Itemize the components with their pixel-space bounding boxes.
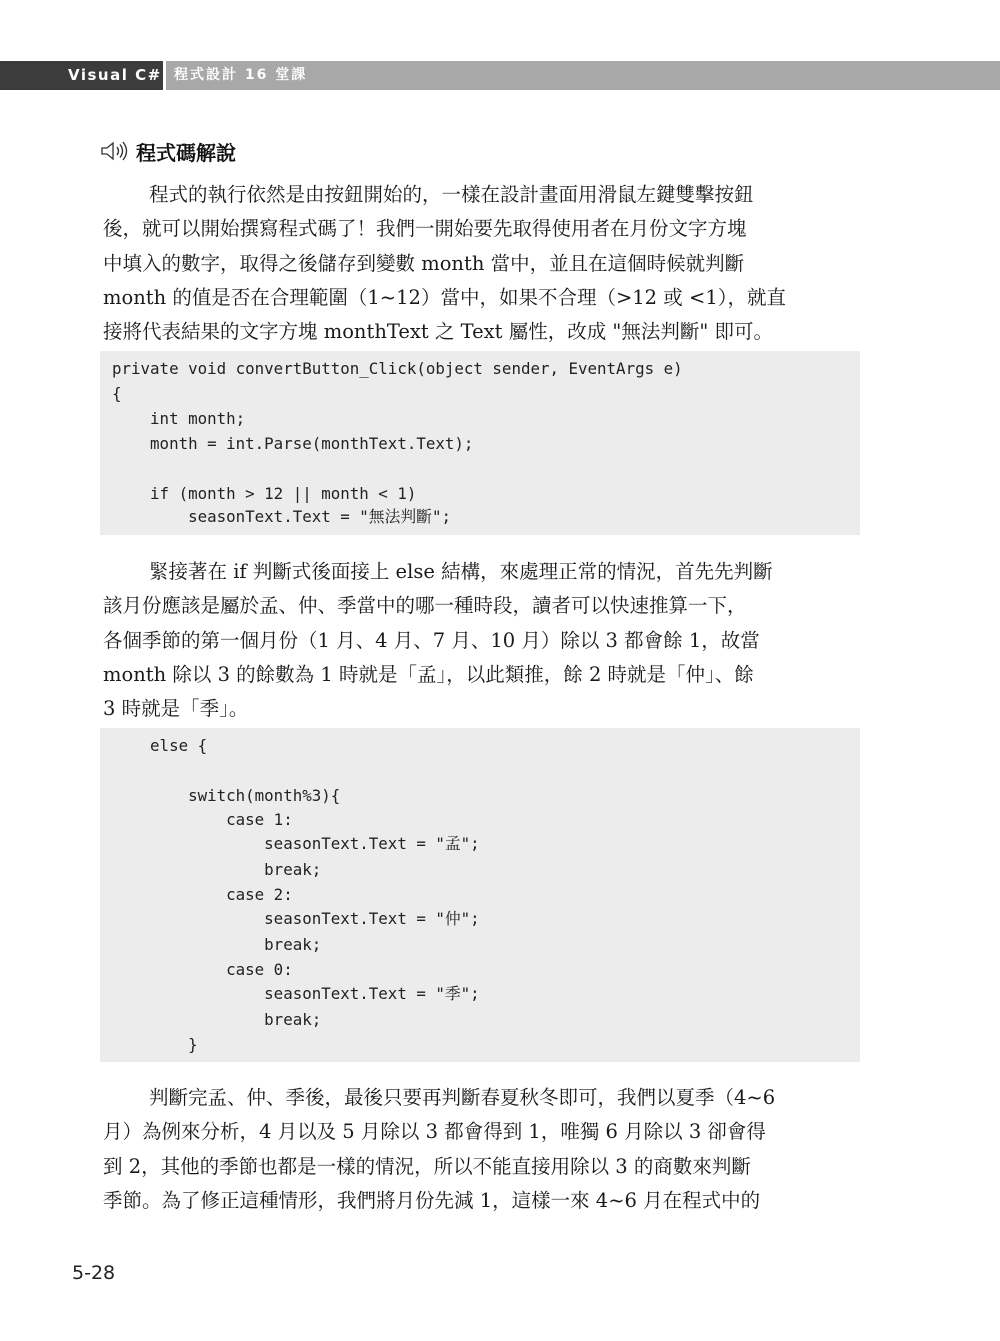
text-line: 該月份應該是屬於孟、仲、季當中的哪一種時段，讀者可以快速推算一下， [103, 594, 747, 618]
code-line: if (month > 12 || month < 1) [112, 484, 417, 503]
text-line: 判斷完孟、仲、季後，最後只要再判斷春夏秋冬即可，我們以夏季（4~6 [149, 1086, 776, 1109]
text-line: 緊接著在 if 判斷式後面接上 else 結構，來處理正常的情況，首先先判斷 [149, 560, 773, 583]
code-line: case 1: [112, 810, 293, 829]
code-line: private void convertButton_Click(object sender, EventArgs e) [112, 359, 683, 378]
text-line: 到 2，其他的季節也都是一樣的情況，所以不能直接用除以 3 的商數來判斷 [103, 1154, 751, 1178]
code-line: int month; [112, 409, 246, 428]
paragraph-season-explanation [103, 1081, 857, 1218]
code-line: switch(month%3){ [112, 786, 341, 805]
book-title: Visual C# [68, 66, 162, 84]
text-line: 月）為例來分析，4 月以及 5 月除以 3 都會得到 1，唯獨 6 月除以 3 卻會得 [103, 1120, 766, 1144]
page-number: 5-28 [72, 1262, 116, 1284]
text-line: 各個季節的第一個月份（1 月、4 月、7 月、10 月）除以 3 都會餘 1，故當 [103, 628, 760, 652]
paragraph-else-explanation [103, 555, 857, 726]
text-line: 接將代表結果的文字方塊 monthText 之 Text 屬性，改成 "無法判斷" 即可。 [103, 320, 774, 344]
text-line: 後，就可以開始撰寫程式碼了！我們一開始要先取得使用者在月份文字方塊 [103, 217, 747, 241]
header-book-block [0, 61, 163, 90]
section-title: 程式碼解說 [136, 140, 236, 165]
code-line: seasonText.Text = "孟"; [112, 834, 480, 853]
code-block-click-handler [100, 351, 860, 535]
code-line: break; [112, 860, 322, 879]
text-line: month 的值是否在合理範圍（1~12）當中，如果不合理（>12 或 <1），就直 [103, 285, 786, 309]
text-line: 3 時就是「季」。 [103, 697, 249, 721]
header-divider [163, 61, 166, 90]
section-heading [100, 136, 236, 166]
text-line: 季節。為了修正這種情形，我們將月份先減 1，這樣一來 4~6 月在程式中的 [103, 1188, 761, 1212]
code-block-switch [100, 728, 860, 1062]
text-line: month 除以 3 的餘數為 1 時就是「孟」，以此類推，餘 2 時就是「仲」、餘 [103, 662, 754, 686]
code-line: seasonText.Text = "仲"; [112, 909, 480, 928]
text-line: 程式的執行依然是由按鈕開始的，一樣在設計畫面用滑鼠左鍵雙擊按鈕 [149, 183, 754, 206]
speaker-icon [100, 140, 130, 162]
paragraph-intro [103, 178, 857, 349]
code-line: } [112, 1035, 198, 1054]
code-line: break; [112, 935, 322, 954]
code-line: case 2: [112, 885, 293, 904]
code-line: seasonText.Text = "季"; [112, 984, 480, 1003]
chapter-title: 程式設計 16 堂課 [174, 67, 308, 83]
code-line: else { [112, 736, 208, 755]
code-line: break; [112, 1010, 322, 1029]
code-line: seasonText.Text = "無法判斷"; [112, 507, 451, 526]
code-line: case 0: [112, 960, 293, 979]
text-line: 中填入的數字，取得之後儲存到變數 month 當中，並且在這個時候就判斷 [103, 251, 745, 275]
running-header [0, 61, 1000, 90]
code-line: month = int.Parse(monthText.Text); [112, 434, 474, 453]
code-line: { [112, 384, 122, 403]
